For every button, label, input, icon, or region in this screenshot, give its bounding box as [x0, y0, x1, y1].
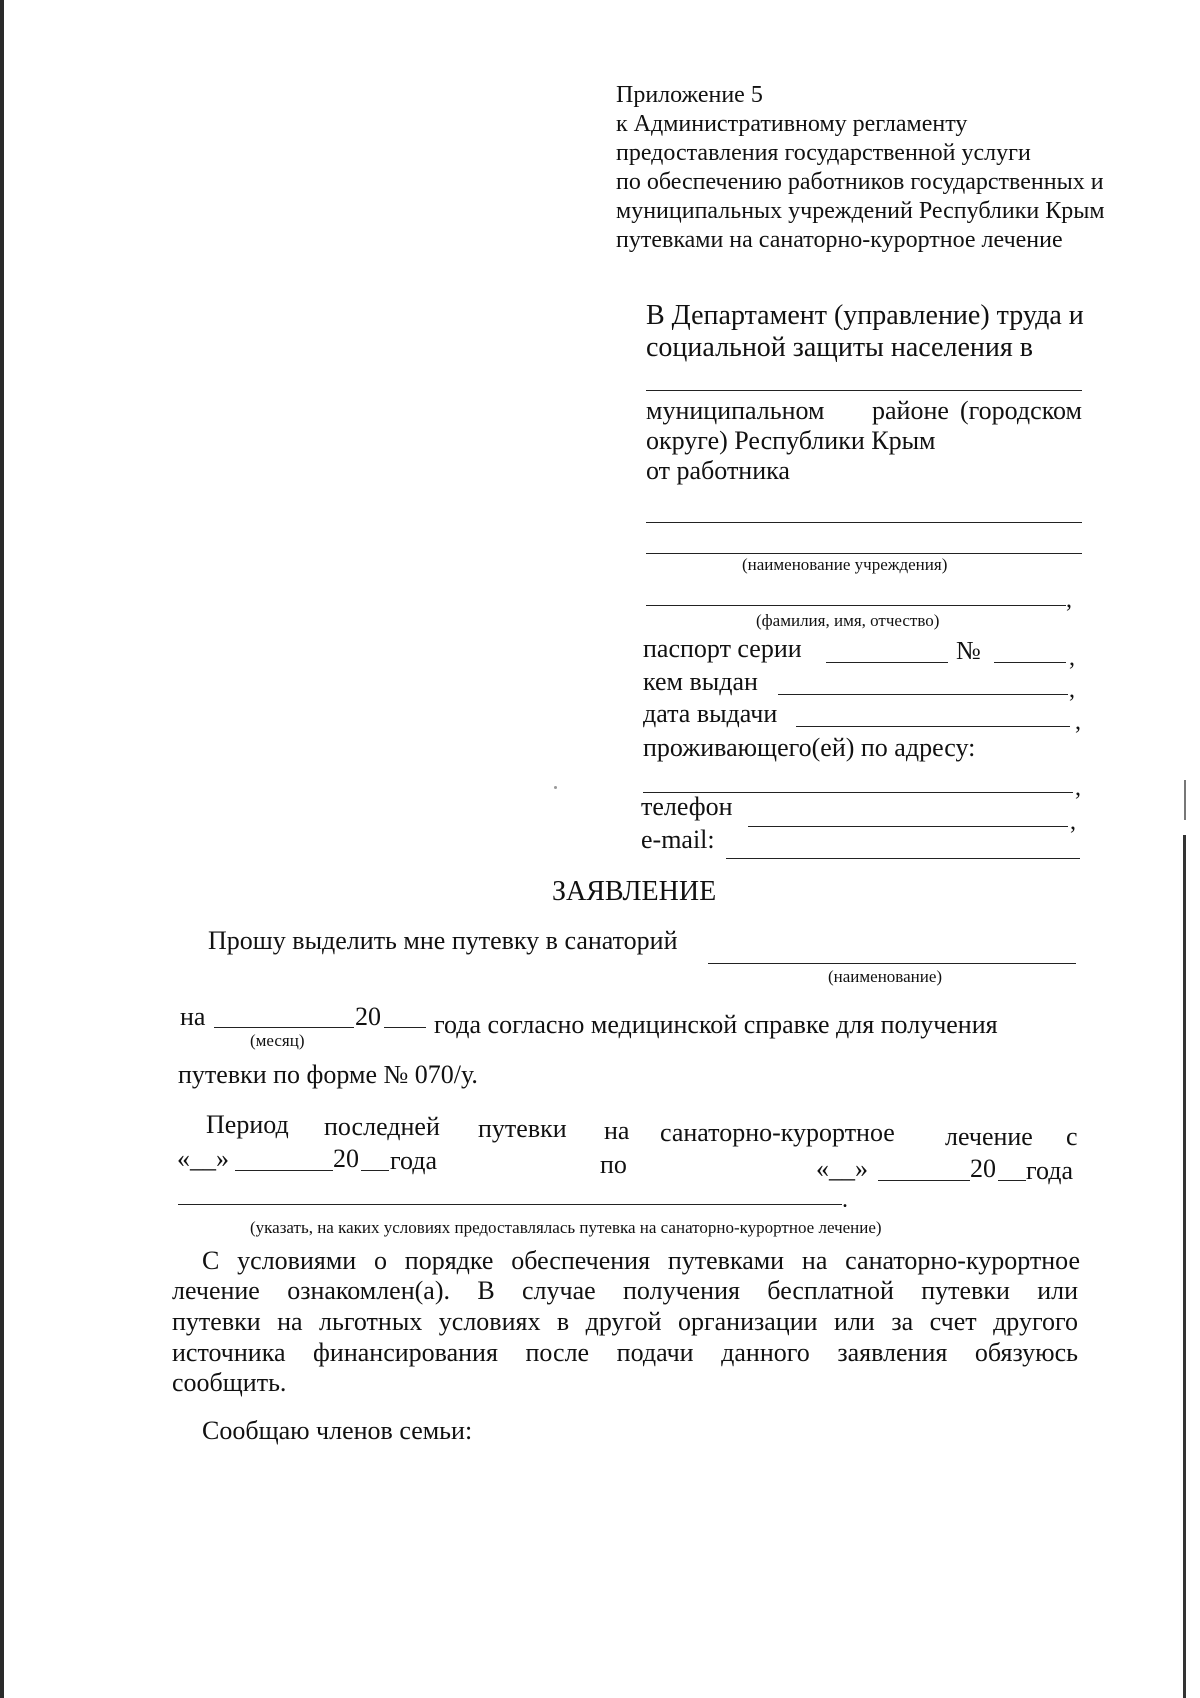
sanatorium-blank	[708, 963, 1076, 964]
conditions-line-3: путевки на льготных условиях в другой организации или за счет другого	[172, 1307, 1078, 1336]
conditions-blank	[178, 1204, 842, 1205]
worker-blank-2	[646, 553, 1082, 554]
email-label: e-mail:	[641, 825, 715, 854]
issued-by-label: кем выдан	[643, 667, 758, 696]
request-continuation: года согласно медицинской справке для получения	[434, 1010, 998, 1039]
scan-edge-left	[0, 0, 4, 1698]
city-paren-word: (городском	[960, 396, 1082, 425]
year-prefix: 20	[355, 1002, 381, 1031]
form-line: путевки по форме № 070/у.	[178, 1060, 478, 1089]
passport-number-blank	[994, 662, 1066, 663]
appendix-line-6: путевками на санаторно-курортное лечение	[616, 227, 1063, 253]
institution-caption: (наименование учреждения)	[742, 555, 948, 574]
request-text: Прошу выделить мне путевку в санаторий	[208, 926, 678, 955]
date-from-month-blank	[235, 1170, 333, 1171]
worker-blank-1	[646, 522, 1082, 523]
appendix-line-5: муниципальных учреждений Республики Крым	[616, 198, 1105, 224]
appendix-line-1: Приложение 5	[616, 82, 763, 108]
date-from-year: 20	[333, 1144, 359, 1173]
municipal-word: муниципальном	[646, 396, 825, 425]
period-word-3: путевки	[478, 1114, 567, 1143]
passport-series-blank	[826, 662, 948, 663]
date-to-month-blank	[878, 1180, 970, 1181]
page-title: ЗАЯВЛЕНИЕ	[552, 876, 717, 907]
period-word-5: санаторно-курортное	[660, 1118, 895, 1147]
dept-line-2: социальной защиты населения в	[646, 332, 1033, 363]
conditions-dot: .	[842, 1187, 848, 1213]
conditions-caption: (указать, на каких условиях предоставлялась путевка на санаторно-курортное лечение)	[250, 1218, 882, 1237]
email-blank	[726, 858, 1080, 859]
issue-date-comma: ,	[1075, 709, 1081, 735]
issued-by-blank	[778, 694, 1068, 695]
date-to-year: 20	[970, 1154, 996, 1183]
okrug-line: округе) Республики Крым	[646, 426, 936, 455]
address-comma: ,	[1075, 775, 1081, 801]
family-members-label: Сообщаю членов семьи:	[202, 1416, 473, 1445]
appendix-line-2: к Административному регламенту	[616, 111, 968, 137]
phone-comma: ,	[1070, 809, 1076, 835]
dept-line-1: В Департамент (управление) труда и	[646, 300, 1084, 331]
issue-date-label: дата выдачи	[643, 699, 778, 728]
date-to-year-blank	[998, 1180, 1026, 1181]
period-word-2: последней	[324, 1112, 440, 1141]
district-word: районе	[872, 396, 949, 425]
fio-caption: (фамилия, имя, отчество)	[756, 611, 940, 630]
period-word-6: лечение	[945, 1122, 1033, 1151]
passport-comma: ,	[1069, 645, 1075, 671]
month-blank	[214, 1027, 354, 1028]
conditions-line-4: источника финансирования после подачи данного заявления обязуюсь	[172, 1338, 1078, 1367]
conditions-line-5: сообщить.	[172, 1368, 287, 1397]
scan-speck	[554, 786, 557, 789]
date-from-year-blank	[361, 1170, 389, 1171]
date-to-open: «__»	[816, 1154, 868, 1183]
na-word: на	[180, 1002, 206, 1031]
period-word-4: на	[604, 1116, 630, 1145]
date-from-open: «__»	[177, 1144, 229, 1173]
issued-by-comma: ,	[1069, 677, 1075, 703]
name-caption: (наименование)	[828, 967, 943, 986]
address-label: проживающего(ей) по адресу:	[643, 733, 976, 762]
phone-label: телефон	[641, 792, 733, 821]
conditions-line-1: С условиями о порядке обеспечения путевками на санаторно-курортное	[202, 1246, 1080, 1275]
appendix-line-4: по обеспечению работников государственных и	[616, 169, 1104, 195]
from-worker-label: от работника	[646, 456, 790, 485]
scan-edge-right	[1183, 835, 1186, 1698]
fio-comma: ,	[1066, 587, 1072, 613]
municipality-blank	[646, 390, 1082, 391]
date-to-god: года	[1026, 1156, 1074, 1185]
phone-blank	[748, 826, 1068, 827]
fio-blank	[646, 605, 1066, 606]
scan-edge-right-top	[1184, 780, 1186, 820]
year-blank	[384, 1027, 426, 1028]
issue-date-blank	[796, 726, 1070, 727]
period-word-1: Период	[206, 1110, 289, 1139]
conditions-line-2: лечение ознакомлен(а). В случае получения бесплатной путевки или	[172, 1276, 1078, 1305]
period-word-7: с	[1066, 1122, 1078, 1151]
month-caption: (месяц)	[250, 1031, 305, 1050]
po-word: по	[600, 1150, 627, 1179]
date-from-god: года	[390, 1146, 438, 1175]
appendix-line-3: предоставления государственной услуги	[616, 140, 1031, 166]
passport-number-sign: №	[956, 636, 981, 665]
passport-series-label: паспорт серии	[643, 634, 802, 663]
